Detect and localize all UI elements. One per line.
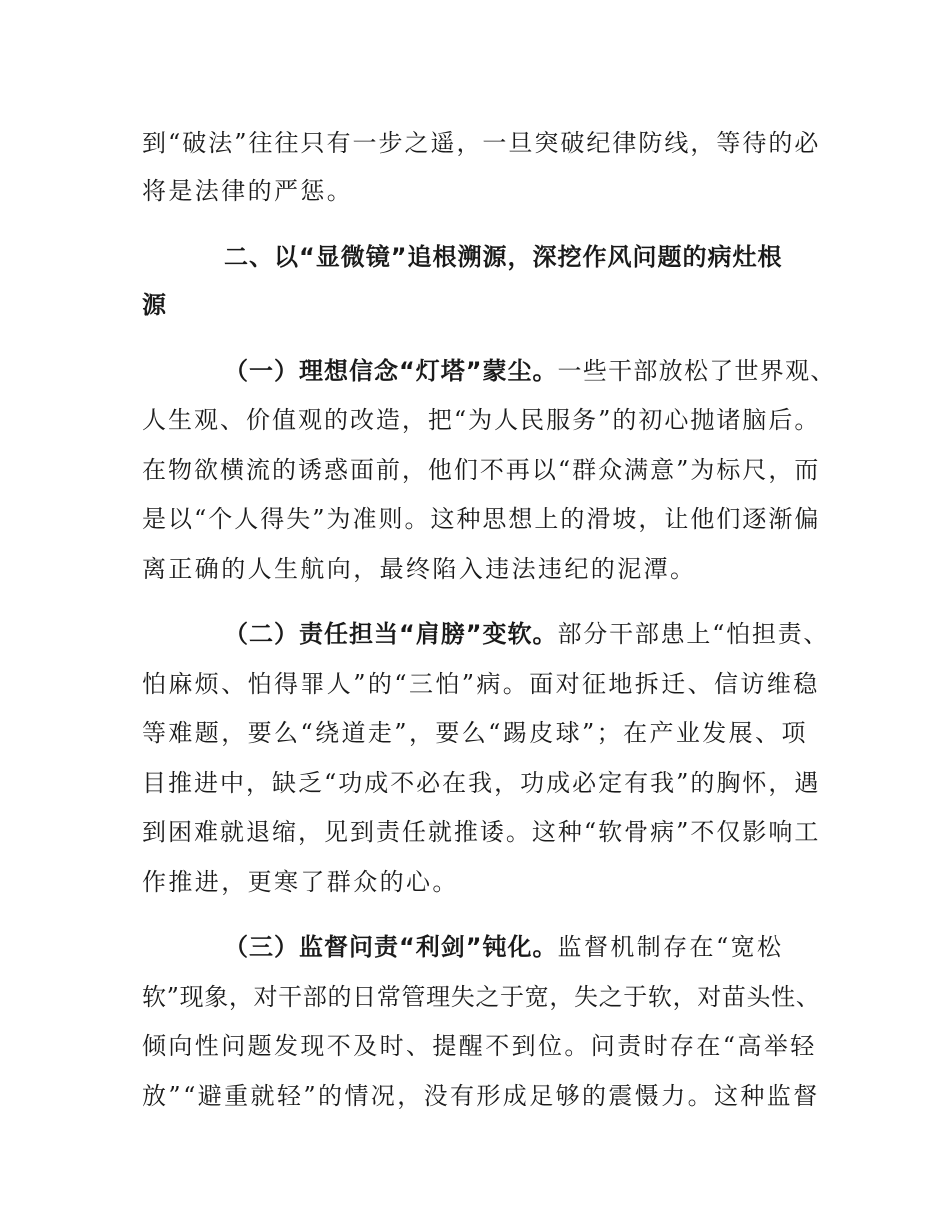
paragraph-3-line-2: 软”现象，对干部的日常管理失之于宽，失之于软，对苗头性、 xyxy=(142,983,821,1011)
intro-line-2: 将是法律的严惩。 xyxy=(142,177,354,205)
paragraph-1-title: （一）理想信念“灯塔”蒙尘。 xyxy=(224,357,558,385)
paragraph-3-line-4: 放”“避重就轻”的情况，没有形成足够的震慑力。这种监督 xyxy=(142,1082,820,1110)
paragraph-2-line-3: 等难题，要么“绕道走”，要么“踢皮球”；在产业发展、项 xyxy=(142,719,808,747)
paragraph-2-line-4: 目推进中，缺乏“功成不必在我，功成必定有我”的胸怀，遇 xyxy=(142,769,821,797)
paragraph-3-line-3: 倾向性问题发现不及时、提醒不到位。问责时存在“高举轻 xyxy=(142,1032,817,1060)
paragraph-3-line-1-text: 监督机制存在“宽松 xyxy=(557,933,784,961)
paragraph-3-line-1 xyxy=(224,932,783,962)
paragraph-1-line-1-text: 一些干部放松了世界观、 xyxy=(557,357,836,385)
intro-line-1: 到“破法”往往只有一步之遥，一旦突破纪律防线，等待的必 xyxy=(142,129,821,157)
paragraph-1-line-3: 在物欲横流的诱惑面前，他们不再以“群众满意”为标尺，而 xyxy=(142,456,821,484)
paragraph-2-line-1 xyxy=(224,619,829,649)
paragraph-1-line-2: 人生观、价值观的改造，把“为人民服务”的初心抛诸脑后。 xyxy=(142,406,821,434)
paragraph-1-line-1 xyxy=(224,356,836,386)
paragraph-2-title: （二）责任担当“肩膀”变软。 xyxy=(224,620,558,648)
paragraph-2-line-6: 作推进，更寒了群众的心。 xyxy=(142,868,459,896)
paragraph-1-line-5: 离正确的人生航向，最终陷入违法违纪的泥潭。 xyxy=(142,555,697,583)
paragraph-1-line-4: 是以“个人得失”为准则。这种思想上的滑坡，让他们逐渐偏 xyxy=(142,505,821,533)
paragraph-3-title: （三）监督问责“利剑”钝化。 xyxy=(224,933,558,961)
section-heading-line-1: 二、以“显微镜”追根溯源，深挖作风问题的病灶根 xyxy=(224,243,783,271)
section-heading-line-2: 源 xyxy=(142,291,167,319)
paragraph-2-line-5: 到困难就退缩，见到责任就推诿。这种“软骨病”不仅影响工 xyxy=(142,818,821,846)
paragraph-2-line-1-text: 部分干部患上“怕担责、 xyxy=(557,620,830,648)
paragraph-2-line-2: 怕麻烦、怕得罪人”的“三怕”病。面对征地拆迁、信访维稳 xyxy=(142,670,820,698)
